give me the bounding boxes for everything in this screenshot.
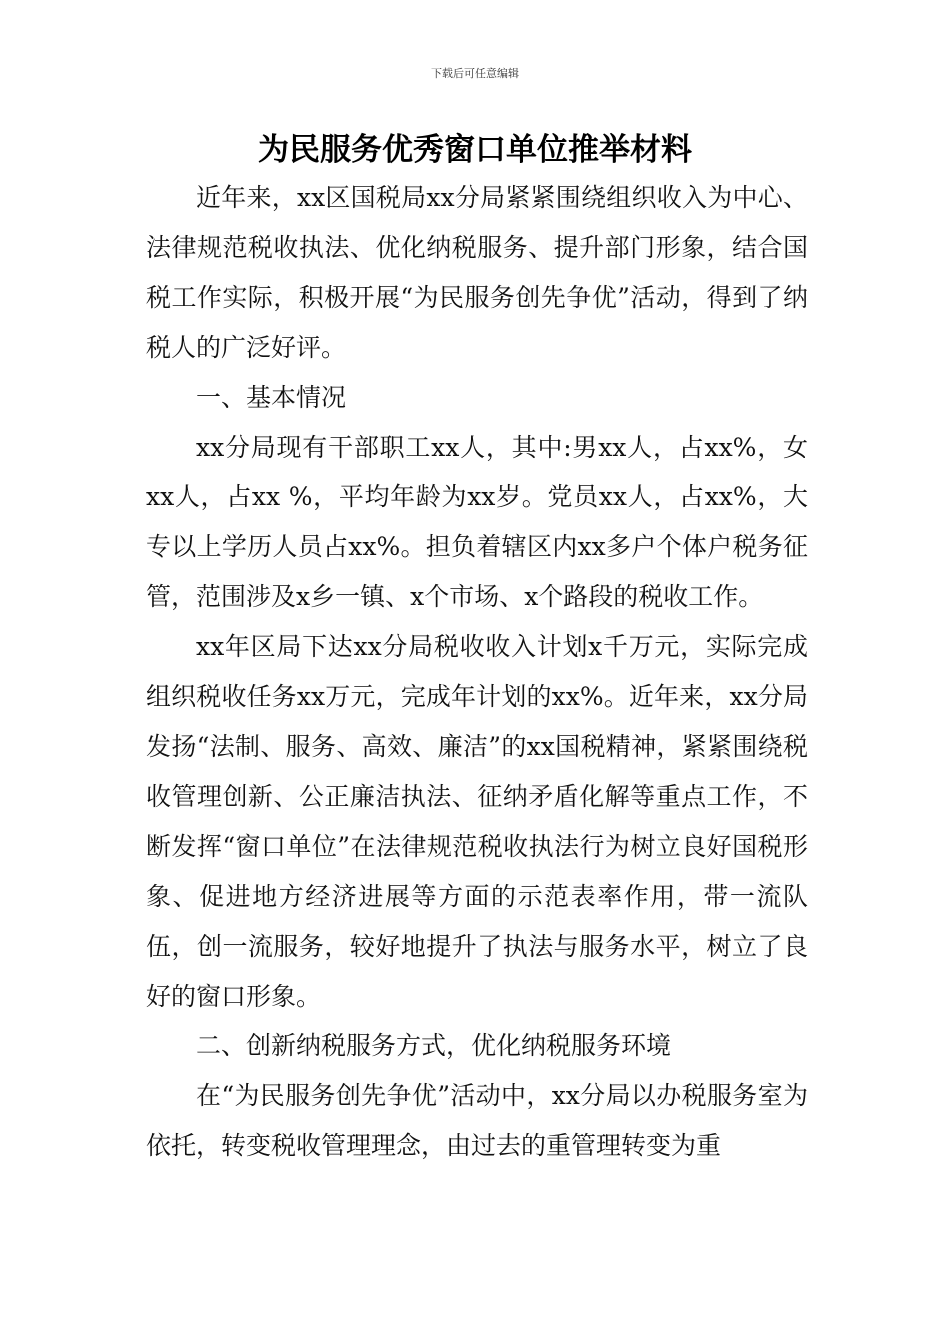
paragraph-service: 在“为民服务创先争优”活动中，xx分局以办税服务室为依托，转变税收管理理念，由过去的重管理转变为重: [146, 1081, 808, 1161]
document-title: 为民服务优秀窗口单位推举材料: [258, 132, 692, 168]
paragraph-intro: 近年来，xx区国税局xx分局紧紧围绕组织收入为中心、法律规范税收执法、优化纳税服务、提升部门形象，结合国税工作实际，积极开展“为民服务创先争优”活动，得到了纳税人的广泛好评。: [146, 183, 808, 362]
section-heading-service: 二、创新纳税服务方式，优化纳税服务环境: [196, 1031, 672, 1061]
section-heading-basic: 一、基本情况: [196, 382, 347, 412]
header-note: 下载后可任意编辑: [431, 67, 519, 80]
paragraph-revenue: xx年区局下达xx分局税收收入计划x千万元，实际完成组织税收任务xx万元，完成年计划的xx%。近年来，xx分局发扬“法制、服务、高效、廉洁”的xx国税精神，紧紧围绕税收管理创新、公正廉洁执法、征纳矛盾化解等重点工作，不断发挥“窗口单位”在法律规范税收执法行为树立良好国税形象、促进地方经济进展等方面的示范表率作用，带一流队伍，创一流服务，较好地提升了执法与服务水平，树立了良好的窗口形象。: [146, 632, 808, 1011]
title-spacer: [146, 149, 808, 173]
document-body: [146, 149, 808, 1171]
paragraph-staff: xx分局现有干部职工xx人，其中:男xx人，占xx%，女xx人，占xx %，平均年龄为xx岁。党员xx人，占xx%，大专以上学历人员占xx%。担负着辖区内xx多户个体户税务征管，范围涉及x乡一镇、x个市场、x个路段的税收工作。: [146, 432, 808, 612]
